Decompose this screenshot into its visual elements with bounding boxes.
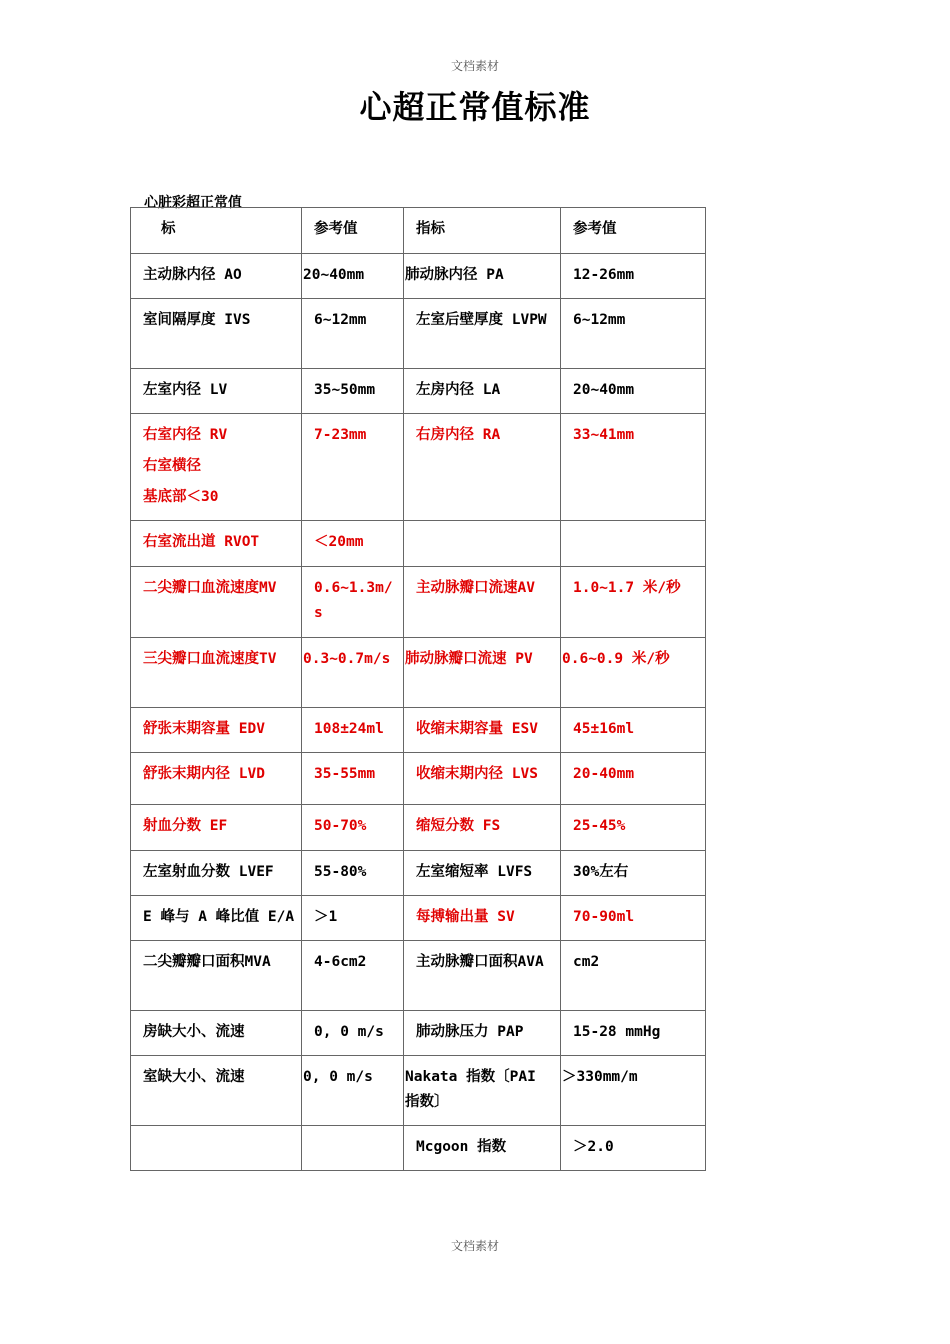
cell-item-name [404,414,561,521]
cell-text: 左室内径 LV [143,382,228,398]
cell-text: 20~40mm [573,382,635,398]
cell-reference-value [302,369,404,414]
cell-text: 35-55mm [314,766,376,782]
header-cell-reference [302,208,404,254]
cell-reference-value [302,1056,404,1126]
cell-reference-value [561,414,706,521]
cell-text: 0.6~1.3m/s [314,580,393,621]
reference-values-table [130,207,706,1171]
cell-text: 二尖瓣瓣口面积MVA [143,954,271,970]
cell-reference-value [561,638,706,708]
cell-text: 25-45% [573,818,626,834]
table-row [131,638,706,708]
table-row [131,1126,706,1171]
cell-text: 右房内径 RA [416,427,501,443]
cell-text: Mcgoon 指数 [416,1139,507,1155]
cell-text: 参考值 [573,221,617,237]
cell-text: 0.6~0.9 米/秒 [562,651,670,667]
table-row [131,567,706,638]
cell-text: 6~12mm [314,312,367,328]
cell-text: 肺动脉内径 PA [405,267,504,283]
cell-item-name [131,851,302,896]
header-cell-item [404,208,561,254]
table-row [131,254,706,299]
cell-reference-value [302,753,404,805]
cell-item-name [131,1011,302,1056]
table-row [131,851,706,896]
cell-text: 收缩末期内径 LVS [416,766,538,782]
cell-reference-value [302,805,404,851]
cell-item-name [131,254,302,299]
cell-text: cm2 [573,954,600,970]
cell-reference-value [561,254,706,299]
cell-text: 二尖瓣口血流速度MV [143,580,277,596]
cell-reference-value [302,567,404,638]
cell-text: 4-6cm2 [314,954,367,970]
table-row [131,414,706,521]
cell-text: 左室缩短率 LVFS [416,864,533,880]
table-caption: 心脏彩超正常值 [144,195,242,211]
cell-item-name [404,851,561,896]
cell-reference-value [561,753,706,805]
cell-reference-value [302,896,404,941]
cell-text: 房缺大小、流速 [143,1024,245,1040]
cell-reference-value [561,1126,706,1171]
table-row [131,941,706,1011]
cell-reference-value [561,369,706,414]
cell-text: 主动脉瓣口面积AVA [416,954,544,970]
cell-text: 每搏输出量 SV [416,909,515,925]
cell-text: ＞1 [314,909,338,925]
cell-text: ＜20mm [314,534,364,550]
cell-reference-value [302,708,404,753]
cell-text: ＞2.0 [573,1139,614,1155]
cell-text: 33~41mm [573,427,635,443]
cell-text: 参考值 [314,221,358,237]
cell-item-name [404,896,561,941]
cell-item-name [404,753,561,805]
cell-item-name [404,299,561,369]
cell-reference-value [302,851,404,896]
cell-text: Nakata 指数〔PAI 指数〕 [405,1069,536,1110]
cell-item-name [404,708,561,753]
cell-text: 标 [161,221,176,237]
cell-item-name [404,567,561,638]
cell-text: 右室流出道 RVOT [143,534,260,550]
cell-reference-value [561,1056,706,1126]
cell-text: 三尖瓣口血流速度TV [143,651,277,667]
cell-reference-value [561,567,706,638]
cell-text: 12-26mm [573,267,635,283]
cell-item-name [131,753,302,805]
cell-item-name [404,369,561,414]
table-header-row [131,208,706,254]
cell-text: 基底部＜30 [143,489,219,505]
table-row [131,753,706,805]
cell-item-name [131,708,302,753]
cell-item-name [404,1056,561,1126]
table-row [131,896,706,941]
cell-reference-value [561,896,706,941]
cell-item-name [131,941,302,1011]
cell-reference-value [561,851,706,896]
table-row [131,1056,706,1126]
cell-reference-value [302,1126,404,1171]
cell-text: 左室后壁厚度 LVPW [416,312,547,328]
cell-text: 7-23mm [314,427,367,443]
cell-text: 主动脉内径 AO [143,267,242,283]
cell-text: 室缺大小、流速 [143,1069,245,1085]
cell-text: 右室内径 RV [143,427,228,443]
table-row [131,521,706,567]
cell-text: 45±16ml [573,721,635,737]
cell-text: 舒张末期内径 LVD [143,766,265,782]
cell-reference-value [561,521,706,567]
header-cell-reference [561,208,706,254]
cell-text: 6~12mm [573,312,626,328]
cell-item-name [404,638,561,708]
cell-text: 20-40mm [573,766,635,782]
cell-text: ＞330mm/m [562,1069,638,1085]
cell-text: 30%左右 [573,864,629,880]
cell-text: 缩短分数 FS [416,818,501,834]
cell-item-name [404,805,561,851]
cell-item-name [131,567,302,638]
table-row [131,805,706,851]
cell-text: 收缩末期容量 ESV [416,721,538,737]
cell-text: 肺动脉瓣口流速 PV [405,651,533,667]
cell-text: 1.0~1.7 米/秒 [573,580,681,596]
table-row [131,708,706,753]
cell-reference-value [302,638,404,708]
cell-text: 左室射血分数 LVEF [143,864,274,880]
cell-item-name [131,1126,302,1171]
cell-reference-value [302,521,404,567]
cell-item-name [131,414,302,521]
cell-item-name [404,941,561,1011]
cell-text: E 峰与 A 峰比值 E/A [143,909,295,925]
header-cell-item [131,208,302,254]
cell-reference-value [302,299,404,369]
cell-item-name [131,638,302,708]
cell-text: 55-80% [314,864,367,880]
cell-text: 35~50mm [314,382,376,398]
cell-reference-value [561,805,706,851]
cell-reference-value [302,414,404,521]
cell-reference-value [302,1011,404,1056]
cell-item-name [131,805,302,851]
cell-reference-value [302,941,404,1011]
page-title: 心超正常值标准 [359,88,591,126]
cell-reference-value [561,708,706,753]
cell-reference-value [561,299,706,369]
table-row [131,299,706,369]
table-row [131,369,706,414]
cell-text: 20~40mm [303,267,365,283]
cell-text: 108±24ml [314,721,384,737]
cell-reference-value [561,941,706,1011]
cell-text: 0.3~0.7m/s [303,651,391,667]
cell-text: 0, 0 m/s [314,1024,384,1040]
cell-item-name [404,1126,561,1171]
cell-text: 舒张末期容量 EDV [143,721,265,737]
cell-reference-value [302,254,404,299]
cell-item-name [404,1011,561,1056]
cell-item-name [131,369,302,414]
table-row [131,1011,706,1056]
cell-text: 15-28 mmHg [573,1024,661,1040]
cell-text: 指标 [416,221,445,237]
cell-text: 70-90ml [573,909,635,925]
cell-text: 0, 0 m/s [303,1069,373,1085]
cell-item-name [131,1056,302,1126]
cell-text: 50-70% [314,818,367,834]
cell-text: 左房内径 LA [416,382,501,398]
cell-text: 右室横径 [143,458,201,474]
cell-item-name [131,896,302,941]
cell-reference-value [561,1011,706,1056]
footer-watermark: 文档素材 [450,1239,499,1253]
cell-item-name [404,254,561,299]
cell-text: 射血分数 EF [143,818,228,834]
cell-text: 室间隔厚度 IVS [143,312,251,328]
header-watermark: 文档素材 [450,59,499,73]
cell-item-name [131,299,302,369]
cell-item-name [404,521,561,567]
cell-item-name [131,521,302,567]
cell-text: 肺动脉压力 PAP [416,1024,524,1040]
cell-text: 主动脉瓣口流速AV [416,580,535,596]
